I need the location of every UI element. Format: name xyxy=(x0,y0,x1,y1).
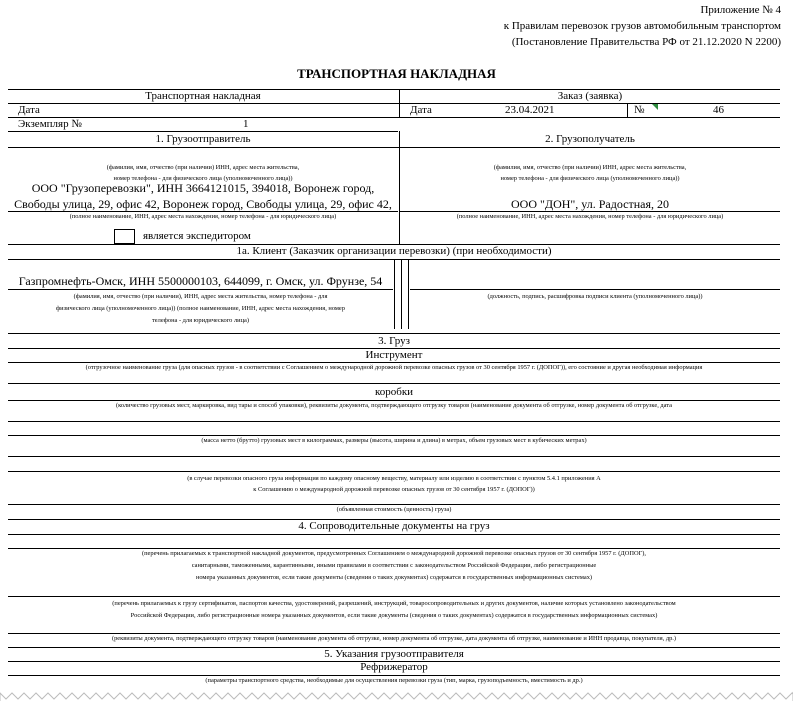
divider xyxy=(8,596,780,597)
shipper-hint-2: номер телефона - для физического лица (уполномоченного лица)) xyxy=(113,175,293,182)
divider xyxy=(8,117,780,118)
divider xyxy=(8,421,780,422)
divider xyxy=(410,289,780,290)
consignee-value: ООО "ДОН", ул. Радостная, 20 xyxy=(510,197,669,211)
divider xyxy=(8,147,780,148)
expeditor-checkbox[interactable] xyxy=(114,229,135,244)
documents-title: 4. Сопроводительные документы на груз xyxy=(298,520,490,532)
documents-hint-5: Российской Федерации, либо регистрационные номера указанных документов, если такие документы (сведения о таких документах) содержатся в государственных информационных системах) xyxy=(130,612,658,619)
order-date-value: 23.04.2021 xyxy=(505,104,555,116)
documents-hint-6: (реквизиты документа, подтверждающего отгрузку товаров (наименование документа об отгрузке, номер документа об отгрузке, дата документа об отгрузке, наименование и ИНН продавца, покупателя, др.) xyxy=(111,635,677,642)
shipper-hint-3: (полное наименование, ИНН, адрес места нахождения, номер телефона - для юридического лица) xyxy=(69,213,337,220)
torn-edge xyxy=(0,687,793,701)
order-header: Заказ (заявка) xyxy=(557,90,623,102)
client-hint-2: физического лица (уполномоченного лица)) (полное наименование, ИНН, адрес места нахождения, номер xyxy=(56,305,345,312)
shipper-hint-1: (фамилия, имя, отчество (при наличии) ИНН, адрес места жительства, xyxy=(106,164,300,171)
divider xyxy=(8,504,780,505)
divider xyxy=(8,400,780,401)
order-number-value: 46 xyxy=(713,104,724,116)
order-number-label: № xyxy=(634,104,645,116)
copy-value: 1 xyxy=(243,118,249,130)
expeditor-label: является экспедитором xyxy=(143,230,251,242)
cargo-name-hint: (отгрузочное наименование груза (для опасных грузов - в соответствии с Соглашением о международной дорожной перевозке опасных грузов от 30 сентября 1957 г. (ДОПОГ)), его состояние и другая необходимая информация xyxy=(85,364,703,371)
consignee-title: 2. Грузополучатель xyxy=(545,133,635,145)
divider xyxy=(8,471,780,472)
documents-hint-3: номера указанных документов, если такие документы (сведения о таких документах) содержатся в государственных информационных системах) xyxy=(195,574,593,581)
divider xyxy=(8,333,780,334)
client-title: 1а. Клиент (Заказчик организации перевозки) (при необходимости) xyxy=(236,245,552,257)
divider xyxy=(627,103,628,117)
divider xyxy=(401,259,402,329)
divider xyxy=(8,289,393,290)
divider xyxy=(8,131,398,132)
divider xyxy=(400,211,780,212)
divider xyxy=(8,362,780,363)
documents-hint-2: санитарными, таможенными, карантинными, иными правилами в соответствии с законодательством Российской Федерации, либо регистрационные xyxy=(191,562,597,569)
divider xyxy=(394,259,395,329)
divider xyxy=(8,456,780,457)
vehicle-requirement-hint: (параметры транспортного средства, необходимые для осуществления перевозки груза (тип, марка, грузоподъемность, вместимость и др.) xyxy=(205,677,583,684)
client-hint-1: (фамилия, имя, отчество (при наличии), ИНН, адрес места жительства, номер телефона - для xyxy=(73,293,328,300)
client-value: Газпромнефть-Омск, ИНН 5500000103, 644099, г. Омск, ул. Фрунзе, 54 xyxy=(18,274,383,288)
document-title: ТРАНСПОРТНАЯ НАКЛАДНАЯ xyxy=(297,66,496,81)
cargo-package-hint: (количество грузовых мест, маркировка, вид тары и способ упаковки), реквизиты документа, подтверждающего отгрузку товаров (наименование документа об отгрузке, номер документа об отгрузке, дата xyxy=(115,402,673,409)
divider xyxy=(8,435,780,436)
cell-corner-mark xyxy=(652,104,658,110)
shipper-instructions-title: 5. Указания грузоотправителя xyxy=(324,648,464,660)
cargo-danger-hint-2: к Соглашению о международной дорожной перевозке опасных грузов от 30 сентября 1957 г. (ДОПОГ)) xyxy=(253,486,535,493)
cargo-danger-hint-1: (в случае перевозки опасного груза информация по каждому опасному веществу, материалу или изделию в соответствии с пунктом 5.4.1 приложения А xyxy=(187,475,601,482)
client-signature-hint: (должность, подпись, расшифровка подписи клиента (уполномоченного лица)) xyxy=(487,293,703,300)
cargo-value-hint: (объявленная стоимость (ценность) груза) xyxy=(336,506,452,513)
documents-hint-4: (перечень прилагаемых к грузу сертификатов, паспортов качества, удостоверений, разрешений, инструкций, товаросопроводительных и других документов, наличие которых установлено законодательством xyxy=(112,600,676,607)
appendix-line-1: Приложение № 4 xyxy=(700,4,781,16)
cargo-mass-hint: (масса нетто (брутто) грузовых мест в килограммах, размеры (высота, ширина и длина) в метрах, объем грузовых мест в кубических метрах) xyxy=(201,437,587,444)
divider xyxy=(408,259,409,329)
copy-label: Экземпляр № xyxy=(18,118,82,130)
consignee-hint-3: (полное наименование, ИНН, адрес места нахождения, номер телефона - для юридического лица) xyxy=(456,213,724,220)
waybill-header: Транспортная накладная xyxy=(145,90,261,102)
order-date-label: Дата xyxy=(410,104,432,116)
shipper-title: 1. Грузоотправитель xyxy=(155,133,251,145)
consignee-hint-1: (фамилия, имя, отчество (при наличии) ИНН, адрес места жительства, xyxy=(493,164,687,171)
cargo-package: коробки xyxy=(374,386,414,398)
vehicle-requirement: Рефрижератор xyxy=(360,661,428,673)
divider xyxy=(8,383,780,384)
appendix-line-3: (Постановление Правительства РФ от 21.12.2020 N 2200) xyxy=(511,36,781,48)
divider xyxy=(8,633,780,634)
documents-hint-1: (перечень прилагаемых к транспортной накладной документов, предусмотренных Соглашением о международной дорожной перевозке опасных грузов от 30 сентября 1957 г. (ДОПОГ), xyxy=(142,550,646,557)
appendix-line-2: к Правилам перевозок грузов автомобильным транспортом xyxy=(503,20,781,32)
shipper-value-1: ООО "Грузоперевозки", ИНН 3664121015, 394018, Воронеж город, xyxy=(31,181,375,195)
divider xyxy=(8,211,398,212)
cargo-title: 3. Груз xyxy=(378,335,410,347)
divider xyxy=(8,103,780,104)
shipper-value-2: Свободы улица, 29, офис 42, Воронеж город, Свободы улица, 29, офис 42, xyxy=(14,197,392,211)
divider xyxy=(8,534,780,535)
client-hint-3: телефона - для юридического лица) xyxy=(152,317,249,324)
date-label: Дата xyxy=(18,104,40,116)
divider xyxy=(8,675,780,676)
consignee-hint-2: номер телефона - для физического лица (уполномоченного лица)) xyxy=(500,175,680,182)
divider xyxy=(8,548,780,549)
cargo-name: Инструмент xyxy=(365,349,423,361)
